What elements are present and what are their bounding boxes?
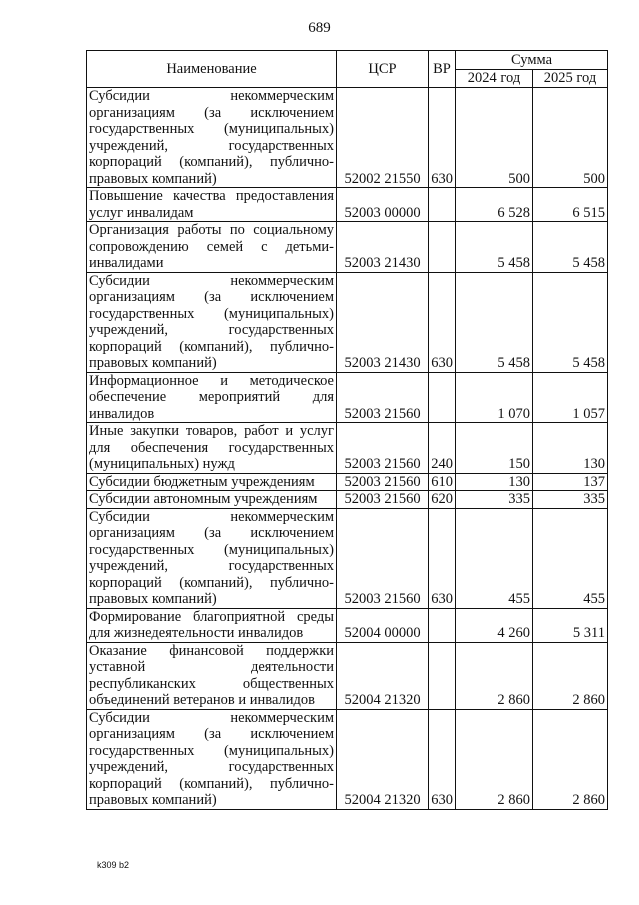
row-name-cell: Информационное и методическое обеспечение мероприятий для инвалидов [87,372,337,423]
row-vr-cell: 620 [429,491,456,509]
row-name-cell: Повышение качества предоставления услуг инвалидам [87,188,337,222]
table-row [87,423,608,474]
header-name: Наименование [87,51,337,88]
row-sum-2024-cell: 500 [456,88,533,188]
row-sum-2025-cell: 5 458 [533,272,608,372]
row-sum-2025-cell: 335 [533,491,608,509]
row-vr-cell [429,608,456,642]
footer-code: k309 b2 [97,860,130,870]
row-vr-cell: 630 [429,88,456,188]
table-row [87,491,608,509]
row-vr-cell [429,222,456,273]
row-name-cell: Субсидии бюджетным учреждениям [87,473,337,491]
row-csr-cell: 52004 00000 [337,608,429,642]
row-sum-2025-cell: 137 [533,473,608,491]
row-name-cell: Субсидии некоммерческим организациям (за исключением государственных (муниципальных) учреждений, государственных корпораций (компаний), публично-правовых компаний) [87,709,337,809]
row-name-cell: Формирование благоприятной среды для жизнедеятельности инвалидов [87,608,337,642]
row-csr-cell: 52003 00000 [337,188,429,222]
row-sum-2025-cell: 6 515 [533,188,608,222]
row-vr-cell: 630 [429,508,456,608]
row-vr-cell: 630 [429,709,456,809]
table-row [87,709,608,809]
row-sum-2024-cell: 6 528 [456,188,533,222]
row-sum-2025-cell: 500 [533,88,608,188]
table-row [87,608,608,642]
budget-table [86,50,608,810]
row-sum-2025-cell: 5 458 [533,222,608,273]
row-name-cell: Организация работы по социальному сопровождению семей с детьми-инвалидами [87,222,337,273]
row-name-cell: Оказание финансовой поддержки уставной деятельности республиканских общественных объединений ветеранов и инвалидов [87,642,337,709]
row-sum-2024-cell: 150 [456,423,533,474]
table-row [87,222,608,273]
table-row [87,642,608,709]
table-row [87,372,608,423]
row-vr-cell [429,188,456,222]
row-csr-cell: 52004 21320 [337,709,429,809]
row-vr-cell: 630 [429,272,456,372]
header-vr: ВР [429,51,456,88]
row-sum-2024-cell: 1 070 [456,372,533,423]
row-sum-2024-cell: 5 458 [456,222,533,273]
table-header [87,51,608,88]
header-sum: Сумма [456,51,608,70]
row-name-cell: Субсидии некоммерческим организациям (за исключением государственных (муниципальных) учреждений, государственных корпораций (компаний), публично-правовых компаний) [87,88,337,188]
row-csr-cell: 52003 21430 [337,272,429,372]
header-year-2024: 2024 год [456,69,533,88]
row-sum-2025-cell: 2 860 [533,642,608,709]
row-sum-2025-cell: 2 860 [533,709,608,809]
row-sum-2025-cell: 455 [533,508,608,608]
row-csr-cell: 52002 21550 [337,88,429,188]
page-number: 689 [308,20,331,36]
row-sum-2025-cell: 1 057 [533,372,608,423]
row-csr-cell: 52003 21560 [337,508,429,608]
row-name-cell: Субсидии автономным учреждениям [87,491,337,509]
row-csr-cell: 52003 21560 [337,473,429,491]
row-sum-2024-cell: 2 860 [456,642,533,709]
row-name-cell: Субсидии некоммерческим организациям (за исключением государственных (муниципальных) учреждений, государственных корпораций (компаний), публично-правовых компаний) [87,508,337,608]
row-sum-2025-cell: 5 311 [533,608,608,642]
row-vr-cell [429,372,456,423]
row-csr-cell: 52003 21560 [337,423,429,474]
table-row [87,88,608,188]
row-vr-cell: 610 [429,473,456,491]
row-sum-2024-cell: 455 [456,508,533,608]
row-csr-cell: 52003 21560 [337,372,429,423]
row-sum-2024-cell: 5 458 [456,272,533,372]
row-sum-2024-cell: 2 860 [456,709,533,809]
row-sum-2024-cell: 4 260 [456,608,533,642]
header-csr: ЦСР [337,51,429,88]
table-row [87,272,608,372]
row-sum-2024-cell: 130 [456,473,533,491]
table-row [87,473,608,491]
row-name-cell: Иные закупки товаров, работ и услуг для обеспечения государственных (муниципальных) нужд [87,423,337,474]
row-csr-cell: 52004 21320 [337,642,429,709]
header-year-2025: 2025 год [533,69,608,88]
table-row [87,188,608,222]
table-body [87,88,608,810]
row-vr-cell [429,642,456,709]
row-name-cell: Субсидии некоммерческим организациям (за исключением государственных (муниципальных) учреждений, государственных корпораций (компаний), публично-правовых компаний) [87,272,337,372]
row-csr-cell: 52003 21430 [337,222,429,273]
row-vr-cell: 240 [429,423,456,474]
row-sum-2025-cell: 130 [533,423,608,474]
row-csr-cell: 52003 21560 [337,491,429,509]
table-row [87,508,608,608]
row-sum-2024-cell: 335 [456,491,533,509]
